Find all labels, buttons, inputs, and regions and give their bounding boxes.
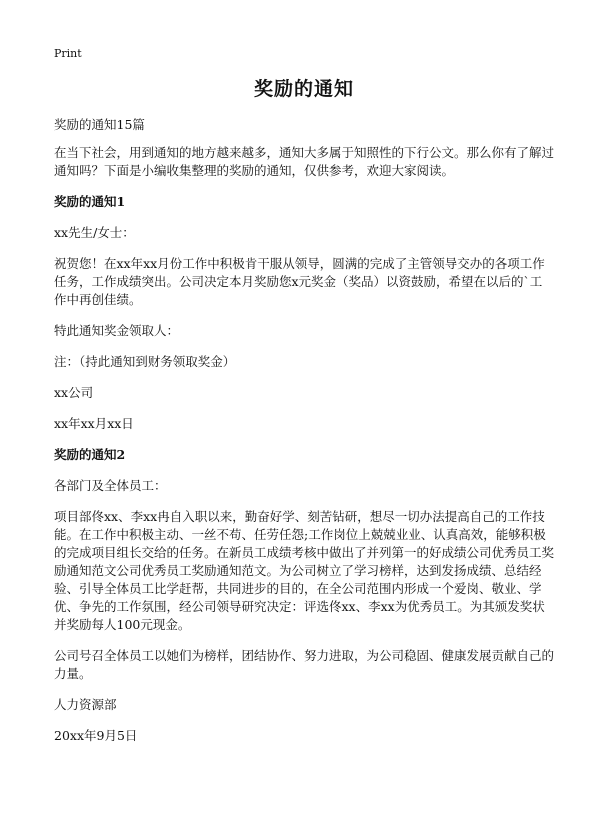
document-page	[54, 44, 554, 758]
intro-paragraph: 在当下社会，用到通知的地方越来越多，通知大多属于知照性的下行公文。那么你有了解过通知吗？下面是小编收集整理的奖励的通知，仅供参考，欢迎大家阅读。	[54, 145, 555, 178]
notice2-heading: 奖励的通知2	[54, 447, 126, 462]
notice2-department: 人力资源部	[54, 697, 117, 712]
notice1-company: xx公司	[54, 385, 94, 400]
document-subtitle: 奖励的通知15篇	[54, 117, 145, 132]
notice2-salutation: 各部门及全体员工：	[54, 478, 167, 493]
notice1-date: xx年xx月xx日	[54, 416, 134, 431]
notice1-salutation: xx先生/女士：	[54, 225, 135, 240]
notice2-body-closing: 公司号召全体员工以她们为榜样，团结协作、努力进取，为公司稳固、健康发展贡献自己的力量。	[54, 648, 555, 681]
notice1-heading: 奖励的通知1	[54, 194, 126, 209]
notice2-date: 20xx年9月5日	[54, 728, 138, 743]
notice1-note: 注：（持此通知到财务领取奖金）	[54, 354, 236, 369]
print-label: Print	[54, 47, 82, 60]
notice1-special-note: 特此通知奖金领取人：	[54, 323, 180, 338]
document-title: 奖励的通知	[253, 78, 354, 100]
notice2-body: 项目部佟xx、李xx冉自入职以来，勤奋好学、刻苦钻研，想尽一切办法提高自己的工作技能。在工作中积极主动、一丝不苟、任劳任怨;工作岗位上兢兢业业、认真高效，能够积极的完成项目组长交给的任务。在新员工成绩考核中做出了并列第一的好成绩公司优秀员工奖励通知范文公司优秀员工奖励通知范文。为公司树立了学习榜样，达到发扬成绩、总结经验、引导全体员工比学赶帮，共同进步的目的，在全公司范围内形成一个爱岗、敬业、学优、争先的工作氛围，经公司领导研究决定：评选佟xx、李xx为优秀员工。为其颁发奖状并奖励每人100元现金。	[54, 509, 555, 632]
notice1-body: 祝贺您！在xx年xx月份工作中积极肯干服从领导，圆满的完成了主管领导交办的各项工作任务，工作成绩突出。公司决定本月奖励您x元奖金（奖品）以资鼓励，希望在以后的`工作中再创佳绩。	[54, 256, 545, 307]
